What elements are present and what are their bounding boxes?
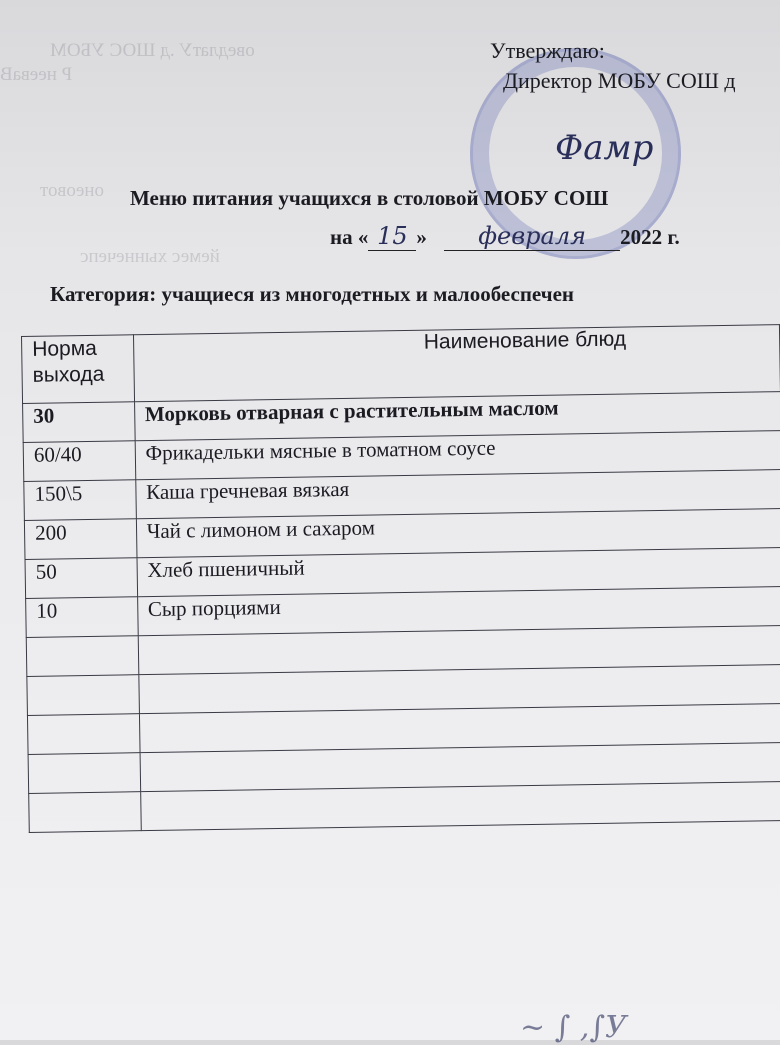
cell-norm [27, 714, 139, 755]
cell-norm: 50 [25, 558, 137, 599]
table-header-row [22, 325, 780, 404]
director-signature: Фамр [555, 128, 654, 168]
cell-norm: 10 [26, 597, 138, 638]
bleed-through-text: онеовот [40, 180, 104, 201]
cell-norm: 200 [24, 519, 136, 560]
cell-norm [28, 753, 140, 794]
approval-director: Директор МОБУ СОШ д [503, 68, 736, 93]
cell-norm: 30 [23, 402, 135, 443]
date-prefix: на « [330, 225, 369, 249]
cell-norm: 60/40 [23, 441, 135, 482]
cell-norm [27, 675, 139, 716]
bleed-through-text: оведлатУ .д ШОС УБОМ [50, 40, 255, 61]
bottom-handwriting: ~ ∫ ,∫У [520, 1010, 627, 1045]
cell-dish: Чай с лимоном и сахаром [136, 509, 780, 558]
cell-dish: Фрикадельки мясные в томатном соусе [135, 431, 780, 480]
bleed-through-text: Р нееваВ [0, 64, 73, 85]
bleed-through-text: йемес хыннечепс [80, 246, 220, 267]
cell-norm [29, 792, 141, 833]
cell-norm: 150\5 [24, 480, 136, 521]
header-dish: Наименование блюд [133, 325, 780, 402]
cell-dish: Морковь отварная с растительным маслом [134, 392, 780, 441]
cell-dish: Хлеб пшеничный [137, 548, 780, 597]
date-month: февраля [444, 222, 620, 251]
cell-norm [26, 636, 138, 677]
date-year: 2022 г. [620, 225, 680, 249]
date-day: 15 [368, 222, 416, 251]
cell-dish: Сыр порциями [137, 587, 780, 636]
date-mid: » [416, 225, 427, 249]
approval-label: Утверждаю: [490, 38, 605, 63]
header-norm: Норма выхода [22, 335, 135, 404]
menu-title: Меню питания учащихся в столовой МОБУ СОШ [130, 186, 609, 210]
category-line: Категория: учащиеся из многодетных и малообеспечен [50, 282, 574, 306]
menu-table [21, 324, 780, 833]
menu-date [330, 222, 680, 251]
cell-dish: Каша гречневая вязкая [135, 470, 780, 519]
